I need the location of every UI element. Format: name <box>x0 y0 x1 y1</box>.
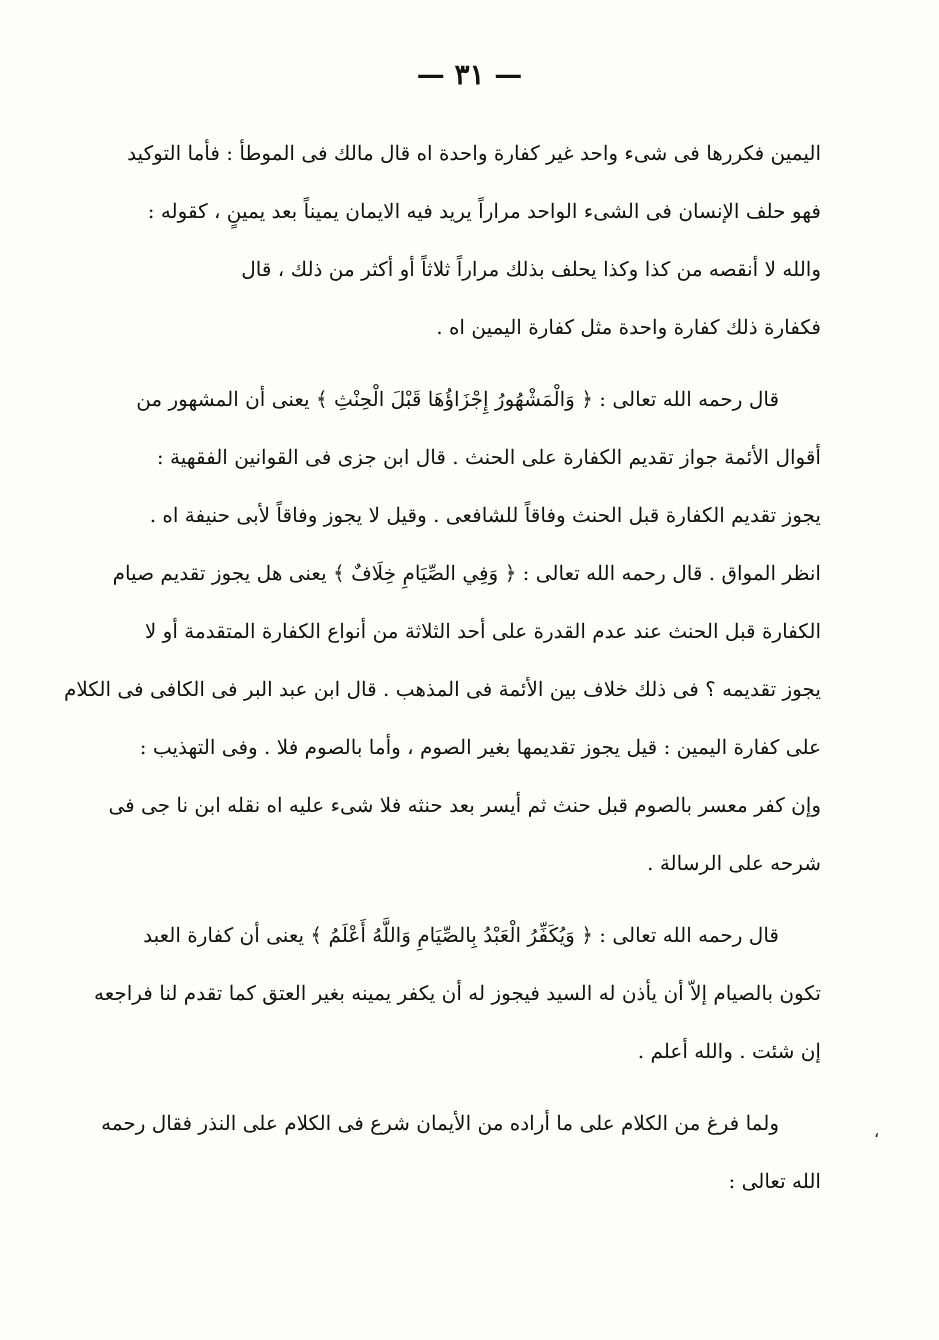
text-line: قال رحمه الله تعالى : ﴿ وَالْمَشْهُورُ إِجْزَاؤُهَا قَبْلَ الْحِنْثِ ﴾ يعنى أن المشهور من <box>136 387 779 411</box>
corner-mark: ، <box>874 1122 880 1141</box>
text-line: الكفارة قبل الحنث عند عدم القدرة على أحد الثلاثة من أنواع الكفارة المتقدمة أو لا <box>144 619 821 643</box>
paragraph-gap <box>84 356 821 370</box>
text-line: يجوز تقديم الكفارة قبل الحنث وفاقاً للشافعى . وقيل لا يجوز وفاقاً لأبى حنيفة اه . <box>149 503 821 527</box>
text-line: أقوال الأئمة جواز تقديم الكفارة على الحنث . قال ابن جزى فى القوانين الفقهية : <box>156 445 821 469</box>
text-line: وإن كفر معسر بالصوم قبل حنث ثم أيسر بعد حنثه فلا شىء عليه اه نقله ابن نا جى فى <box>108 793 821 817</box>
text-line: يجوز تقديمه ؟ فى ذلك خلاف بين الأئمة فى المذهب . قال ابن عبد البر فى الكافى فى الكلام <box>63 677 821 701</box>
text-line: فهو حلف الإنسان فى الشىء الواحد مراراً يريد فيه الايمان يميناً بعد يمينٍ ، كقوله : <box>147 199 821 223</box>
paragraph-gap <box>84 1080 821 1094</box>
paragraph-oath-repetition <box>84 124 821 356</box>
text-line: والله لا أنقصه من كذا وكذا يحلف بذلك مراراً ثلاثاً أو أكثر من ذلك ، قال <box>241 257 821 281</box>
text-line: قال رحمه الله تعالى : ﴿ وَيُكَفِّرُ الْعَبْدُ بِالصِّيَامِ وَاللَّهُ أَعْلَمُ ﴾ يعنى أن كفارة العبد <box>143 923 779 947</box>
text-line: تكون بالصيام إلاّ أن يأذن له السيد فيجوز له أن يكفر يمينه بغير العتق كما تقدم لنا فراجعه <box>93 981 821 1005</box>
text-line: انظر المواق . قال رحمه الله تعالى : ﴿ وَفِي الصِّيَامِ خِلَافٌ ﴾ يعنى هل يجوز تقديم صيام <box>112 561 821 585</box>
page-body <box>63 124 821 1210</box>
text-line: الله تعالى : <box>728 1169 821 1193</box>
text-line: إن شئت . والله أعلم . <box>637 1039 821 1063</box>
text-line: فكفارة ذلك كفارة واحدة مثل كفارة اليمين اه . <box>436 315 821 339</box>
page-number: — ٣١ — <box>416 58 523 91</box>
paragraph-expiation-before-breaking <box>63 370 821 892</box>
text-line: على كفارة اليمين : قيل يجوز تقديمها بغير الصوم ، وأما بالصوم فلا . وفى التهذيب : <box>139 735 821 759</box>
paragraph-gap <box>84 892 821 906</box>
text-line: شرحه على الرسالة . <box>647 851 821 875</box>
text-line: ولما فرغ من الكلام على ما أراده من الأيمان شرع فى الكلام على النذر فقال رحمه <box>101 1111 779 1135</box>
text-line: اليمين فكررها فى شىء واحد غير كفارة واحدة اه قال مالك فى الموطأ : فأما التوكيد <box>127 141 821 165</box>
paragraph-slave-expiation <box>84 906 821 1080</box>
paragraph-transition-to-vows <box>84 1094 821 1210</box>
